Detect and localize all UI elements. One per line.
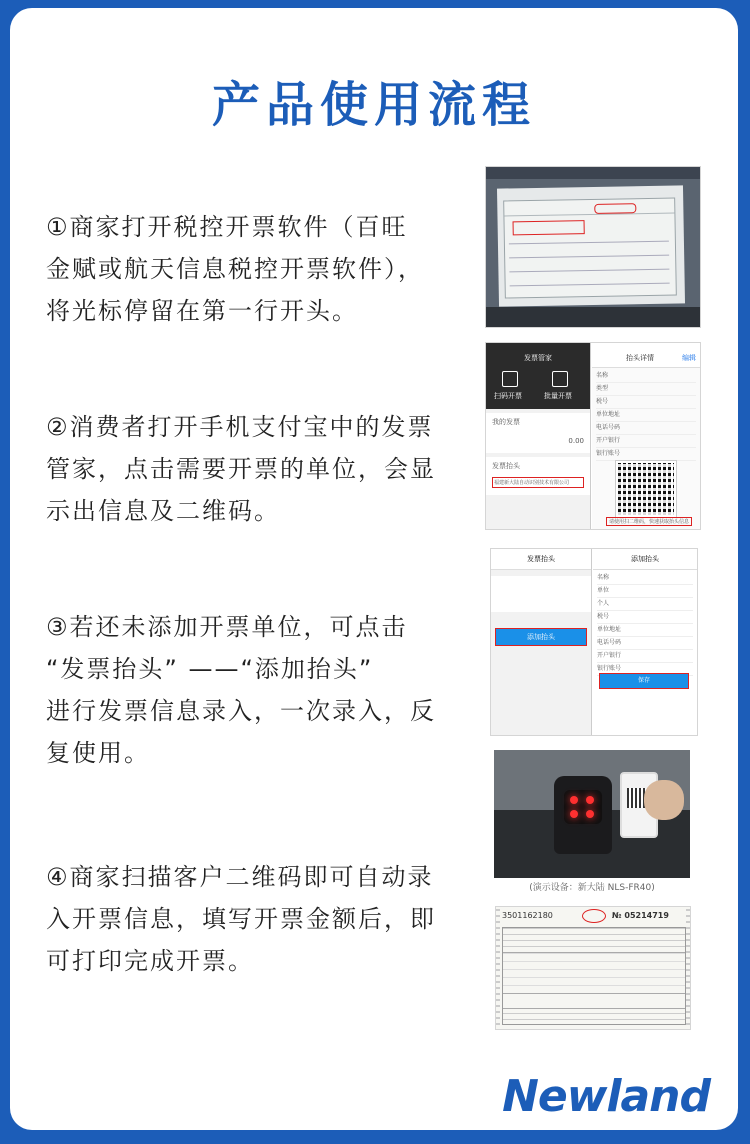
detail-row: 电话号码 (596, 422, 696, 435)
tax-software-photo (485, 166, 701, 328)
add-title-button: 添加抬头 (495, 628, 587, 646)
step-4-line: ④商家扫描客户二维码即可自动录 (46, 863, 434, 891)
title-field[interactable]: 银行账号 (597, 663, 693, 676)
step-4-line: 入开票信息，填写开票金额后，即 (46, 905, 436, 933)
step-2-text (46, 406, 476, 532)
detail-rows (592, 368, 700, 463)
save-button: 保存 (599, 673, 689, 689)
step-1-line: ①商家打开税控开票软件（百旺 (46, 213, 408, 241)
company-item: 福建新大陆自动识别技术有限公司 (492, 477, 584, 488)
page-title: 产品使用流程 (211, 77, 536, 133)
right-header-3: 添加抬头 (593, 549, 697, 570)
newland-logo: Newland (502, 1071, 710, 1122)
title-field[interactable]: 电话号码 (597, 637, 693, 650)
step-3-line: “发票抬头” ——“添加抬头” (46, 655, 374, 683)
invoice-number: № 05214719 (612, 911, 669, 920)
step-2-line: 示出信息及二维码。 (46, 497, 280, 525)
invoice-icon (552, 371, 568, 387)
step-3-text (46, 606, 476, 774)
title-field[interactable]: 开户银行 (597, 650, 693, 663)
scanner-caption: (演示设备：新大陆 NLS-FR40) (529, 883, 655, 893)
step-2-line: 管家，点击需要开票的单位，会显 (46, 455, 436, 483)
title-fields (593, 570, 697, 678)
title-field[interactable]: 单位地址 (597, 624, 693, 637)
amount-value: 0.00 (568, 437, 584, 445)
step-3-line: 进行发票信息录入，一次录入，反 (46, 697, 436, 725)
alipay-invoice-screens (485, 342, 701, 530)
detail-row: 开户银行 (596, 435, 696, 448)
title-field[interactable]: 单位 (597, 585, 693, 598)
title-field[interactable]: 名称 (597, 572, 693, 585)
qr-code (616, 461, 676, 517)
batch-label: 批量开票 (544, 392, 572, 400)
title-field[interactable]: 个人 (597, 598, 693, 611)
printed-invoice (495, 906, 691, 1030)
add-title-screens (490, 548, 698, 736)
scanner-photo (494, 750, 690, 878)
left-header-3: 发票抬头 (491, 549, 591, 570)
step-1-text (46, 206, 476, 332)
invoice-title-label: 发票抬头 (492, 462, 520, 470)
my-invoice-label: 我的发票 (492, 418, 520, 426)
qr-hint: 请使用扫二维码，快速获取抬头信息 (606, 517, 692, 526)
edit-link: 编辑 (682, 354, 696, 362)
detail-row: 银行账号 (596, 448, 696, 461)
detail-row: 名称 (596, 370, 696, 383)
step-3-line: ③若还未添加开票单位，可点击 (46, 613, 408, 641)
title-field[interactable]: 税号 (597, 611, 693, 624)
detail-row: 税号 (596, 396, 696, 409)
step-1-line: 将光标停留在第一行开头。 (46, 297, 358, 325)
step-3-line: 复使用。 (46, 739, 150, 767)
right-header: 抬头详情 (626, 354, 654, 362)
detail-row: 类型 (596, 383, 696, 396)
page-card (10, 8, 738, 1130)
scanner-device (554, 776, 612, 854)
invoice-code: 3501162180 (502, 911, 553, 920)
scan-label: 扫码开票 (494, 392, 522, 400)
left-header: 发票管家 (486, 343, 590, 367)
step-2-line: ②消费者打开手机支付宝中的发票 (46, 413, 434, 441)
step-4-text (46, 856, 476, 982)
step-4-line: 可打印完成开票。 (46, 947, 254, 975)
step-1-line: 金赋或航天信息税控开票软件）， (46, 255, 424, 283)
detail-row: 单位地址 (596, 409, 696, 422)
scan-icon (502, 371, 518, 387)
